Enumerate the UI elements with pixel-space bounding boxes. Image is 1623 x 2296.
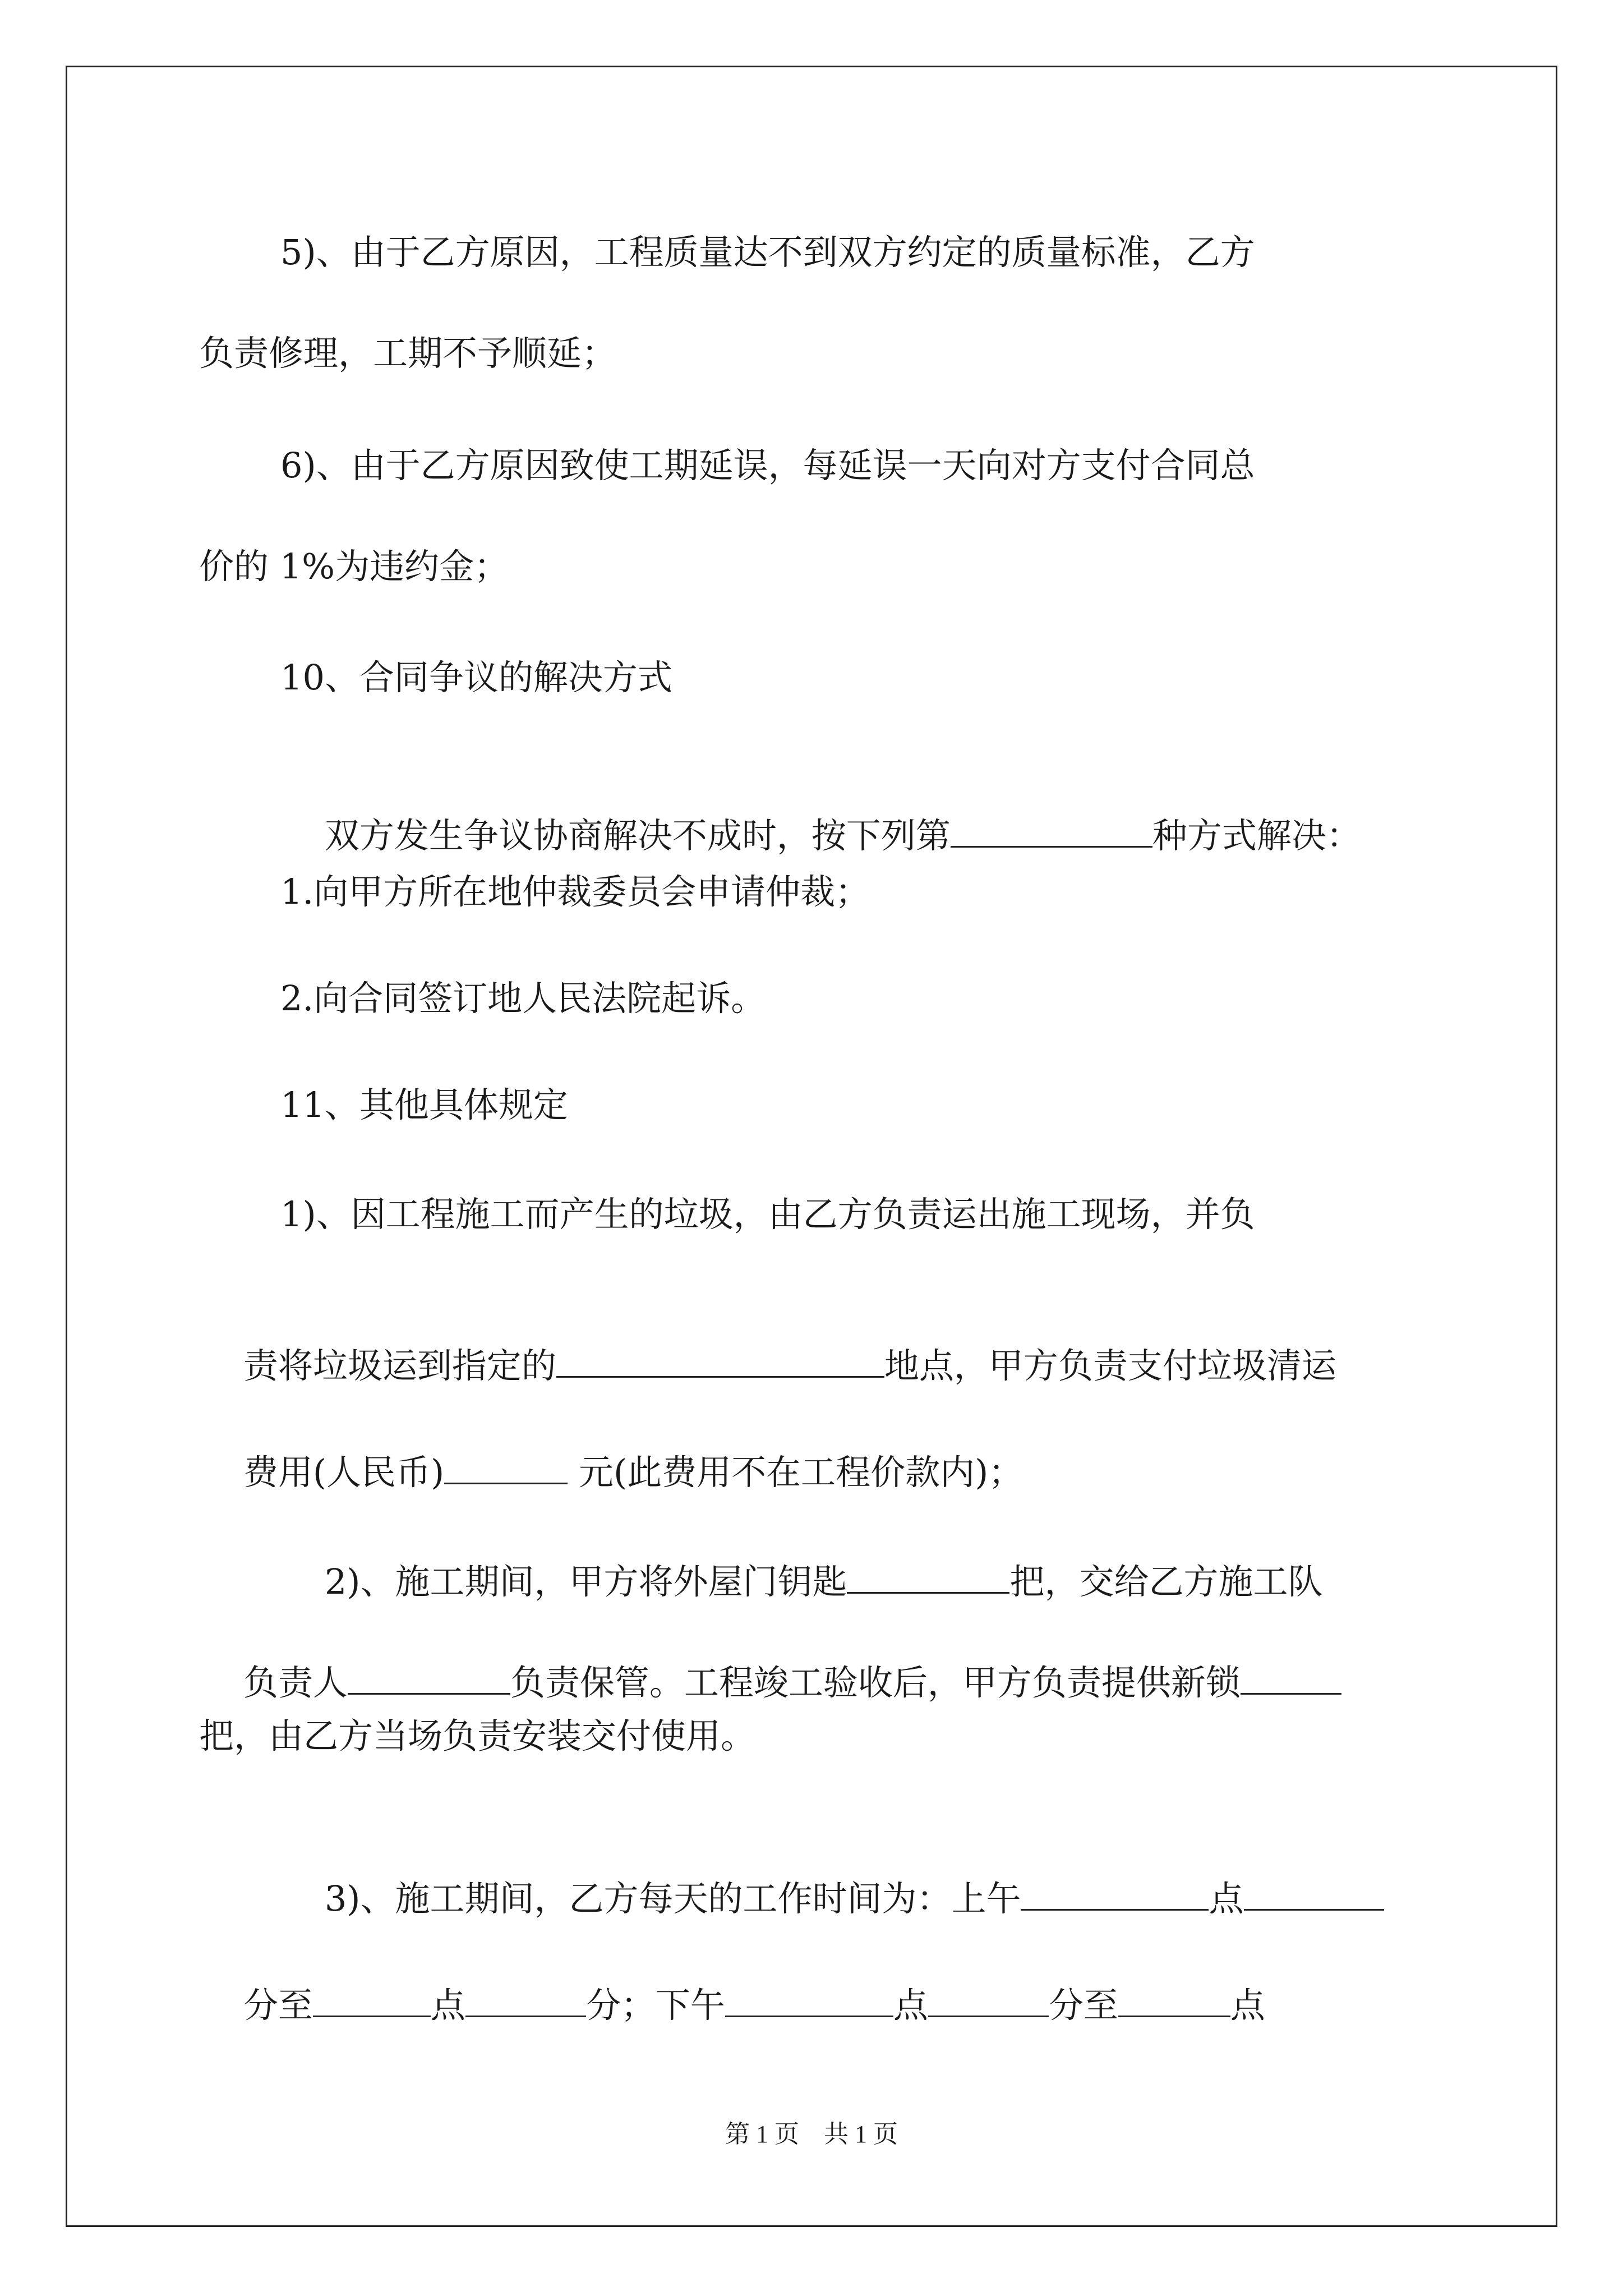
blank-field (725, 1983, 893, 2017)
text-fragment: 负责人 (243, 1662, 348, 1703)
blank-field (1241, 1660, 1341, 1695)
text-fragment: 点 (893, 1985, 928, 2026)
text-line: 负责修理，工期不予顺延； (199, 333, 617, 374)
text-line (199, 1607, 1341, 1703)
blank-field (1244, 1876, 1384, 1911)
text-fragment: 点 (1230, 1985, 1265, 2026)
blank-field (313, 1983, 431, 2017)
blank-field (556, 1343, 884, 1378)
blank-field (928, 1983, 1049, 2017)
text-fragment: 责将垃圾运到指定的 (243, 1345, 556, 1386)
text-line: 把，由乙方当场负责安装交付使用。 (199, 1715, 756, 1756)
blank-field (465, 1983, 586, 2017)
text-fragment: 把，交给乙方施工队 (1009, 1561, 1323, 1602)
list-item: 2.向合同签订地人民法院起诉。 (280, 978, 766, 1019)
text-fragment: 分；下午 (585, 1985, 725, 2026)
text-fragment: 地点，甲方负责支付垃圾清运 (884, 1345, 1336, 1386)
page-footer: 第 1 页 共 1 页 (725, 2120, 898, 2148)
blank-field (348, 1660, 510, 1695)
text-line: 6)、由于乙方原因致使工期延误，每延误一天向对方支付合同总 (280, 445, 1255, 486)
text-line: 5)、由于乙方原因，工程质量达不到双方约定的质量标准，乙方 (280, 232, 1255, 273)
text-line (280, 1823, 1384, 1919)
text-line (280, 1506, 1323, 1602)
text-fragment: 种方式解决： (1152, 815, 1361, 856)
text-line (199, 1290, 1336, 1386)
text-fragment: 负责保管。工程竣工验收后，甲方负责提供新锁 (510, 1662, 1241, 1703)
text-fragment: 元(此费用不在工程价款内)； (568, 1452, 1023, 1493)
blank-field (1021, 1876, 1209, 1911)
blank-field (444, 1450, 568, 1484)
text-fragment: 分至 (243, 1985, 313, 2026)
text-line (280, 760, 1361, 856)
list-item: 1.向甲方所在地仲裁委员会申请仲裁； (280, 871, 870, 912)
blank-field (847, 1559, 1009, 1594)
text-fragment: 3)、施工期间，乙方每天的工作时间为：上午 (324, 1878, 1021, 1919)
text-fragment: 点 (430, 1985, 465, 2026)
text-fragment: 点 (1209, 1878, 1244, 1919)
text-fragment: 2)、施工期间，甲方将外屋门钥匙 (324, 1561, 847, 1602)
text-line (199, 1397, 1023, 1493)
section-heading: 11、其他具体规定 (280, 1084, 568, 1125)
text-line (199, 1930, 1265, 2026)
text-fragment: 费用(人民币) (243, 1452, 445, 1493)
text-line: 1)、因工程施工而产生的垃圾，由乙方负责运出施工现场，并负 (280, 1194, 1255, 1235)
section-heading: 10、合同争议的解决方式 (280, 657, 672, 698)
text-fragment: 双方发生争议协商解决不成时，按下列第 (324, 815, 951, 856)
text-line: 价的 1%为违约金； (199, 546, 509, 587)
blank-field (951, 813, 1152, 848)
text-fragment: 分至 (1048, 1985, 1118, 2026)
blank-field (1118, 1983, 1230, 2017)
